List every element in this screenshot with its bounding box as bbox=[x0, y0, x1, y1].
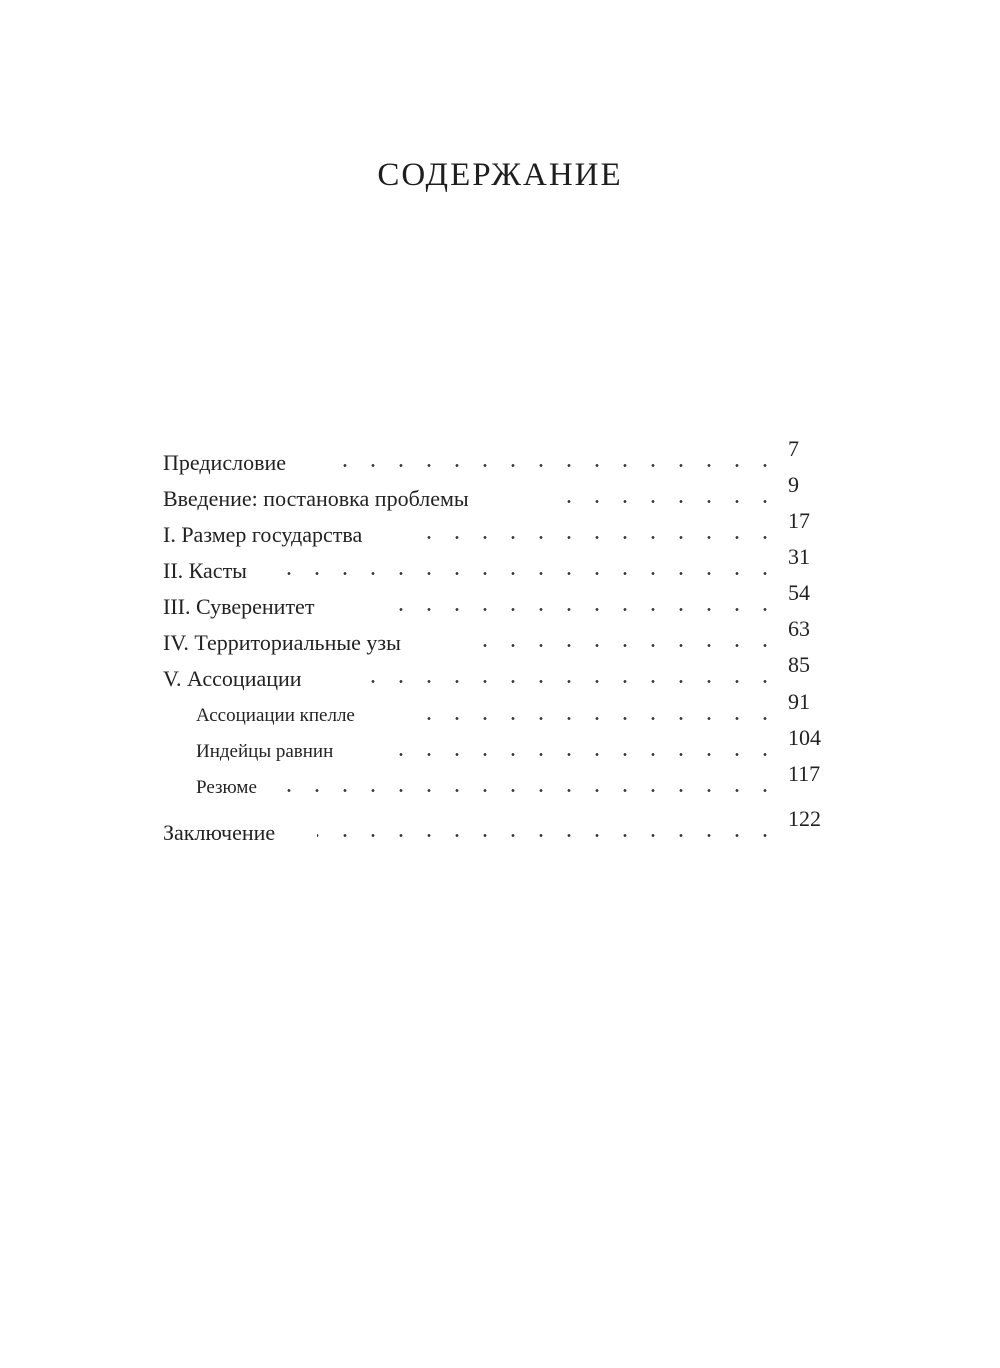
toc-page-number: 17 bbox=[788, 508, 810, 533]
dot-leader bbox=[553, 500, 779, 503]
dot-leader bbox=[413, 717, 779, 720]
dot-leader bbox=[277, 572, 779, 575]
toc-entry-chapter-5[interactable] bbox=[163, 652, 843, 694]
toc-page-number: 9 bbox=[788, 472, 799, 497]
toc-page-number: 63 bbox=[788, 616, 810, 641]
dot-leader bbox=[317, 834, 779, 837]
toc-entry-introduction[interactable] bbox=[163, 472, 843, 514]
table-of-contents bbox=[163, 0, 843, 1368]
toc-entry-label: Ассоциации кпелле bbox=[196, 701, 359, 731]
toc-page-number: 54 bbox=[788, 580, 810, 605]
dot-leader bbox=[335, 464, 779, 467]
toc-subentry-kpelle[interactable] bbox=[163, 689, 843, 731]
toc-entry-label: IV. Территориальные узы bbox=[163, 628, 405, 658]
toc-entry-label: Заключение bbox=[163, 818, 279, 848]
toc-subentry-plains-indians[interactable] bbox=[163, 725, 843, 767]
dot-leader bbox=[283, 789, 779, 792]
toc-entry-label: I. Размер государства bbox=[163, 520, 366, 550]
toc-entry-preface[interactable] bbox=[163, 436, 843, 478]
toc-entry-chapter-3[interactable] bbox=[163, 580, 843, 622]
toc-entry-conclusion[interactable] bbox=[163, 806, 843, 848]
toc-page-number: 7 bbox=[788, 436, 799, 461]
toc-entry-label: Индейцы равнин bbox=[196, 737, 337, 767]
toc-entry-chapter-2[interactable] bbox=[163, 544, 843, 586]
toc-page-number: 117 bbox=[788, 761, 821, 786]
toc-subentry-summary[interactable] bbox=[163, 761, 843, 803]
dot-leader bbox=[427, 536, 779, 539]
toc-entry-chapter-1[interactable] bbox=[163, 508, 843, 550]
toc-page-number: 31 bbox=[788, 544, 810, 569]
toc-page-number: 122 bbox=[788, 806, 821, 831]
toc-entry-label: Резюме bbox=[196, 773, 261, 803]
toc-entry-chapter-4[interactable] bbox=[163, 616, 843, 658]
dot-leader bbox=[385, 608, 779, 611]
toc-entry-label: V. Ассоциации bbox=[163, 664, 306, 694]
toc-page-number: 104 bbox=[788, 725, 821, 750]
toc-page-number: 85 bbox=[788, 652, 810, 677]
toc-entry-label: II. Касты bbox=[163, 556, 251, 586]
dot-leader bbox=[483, 644, 779, 647]
toc-entry-label: Предисловие bbox=[163, 448, 290, 478]
toc-page-number: 91 bbox=[788, 689, 810, 714]
toc-entry-label: III. Суверенитет bbox=[163, 592, 318, 622]
toc-entry-label: Введение: постановка проблемы bbox=[163, 484, 473, 514]
dot-leader bbox=[359, 680, 779, 683]
page-title: СОДЕРЖАНИЕ bbox=[377, 157, 623, 193]
dot-leader bbox=[385, 753, 779, 756]
